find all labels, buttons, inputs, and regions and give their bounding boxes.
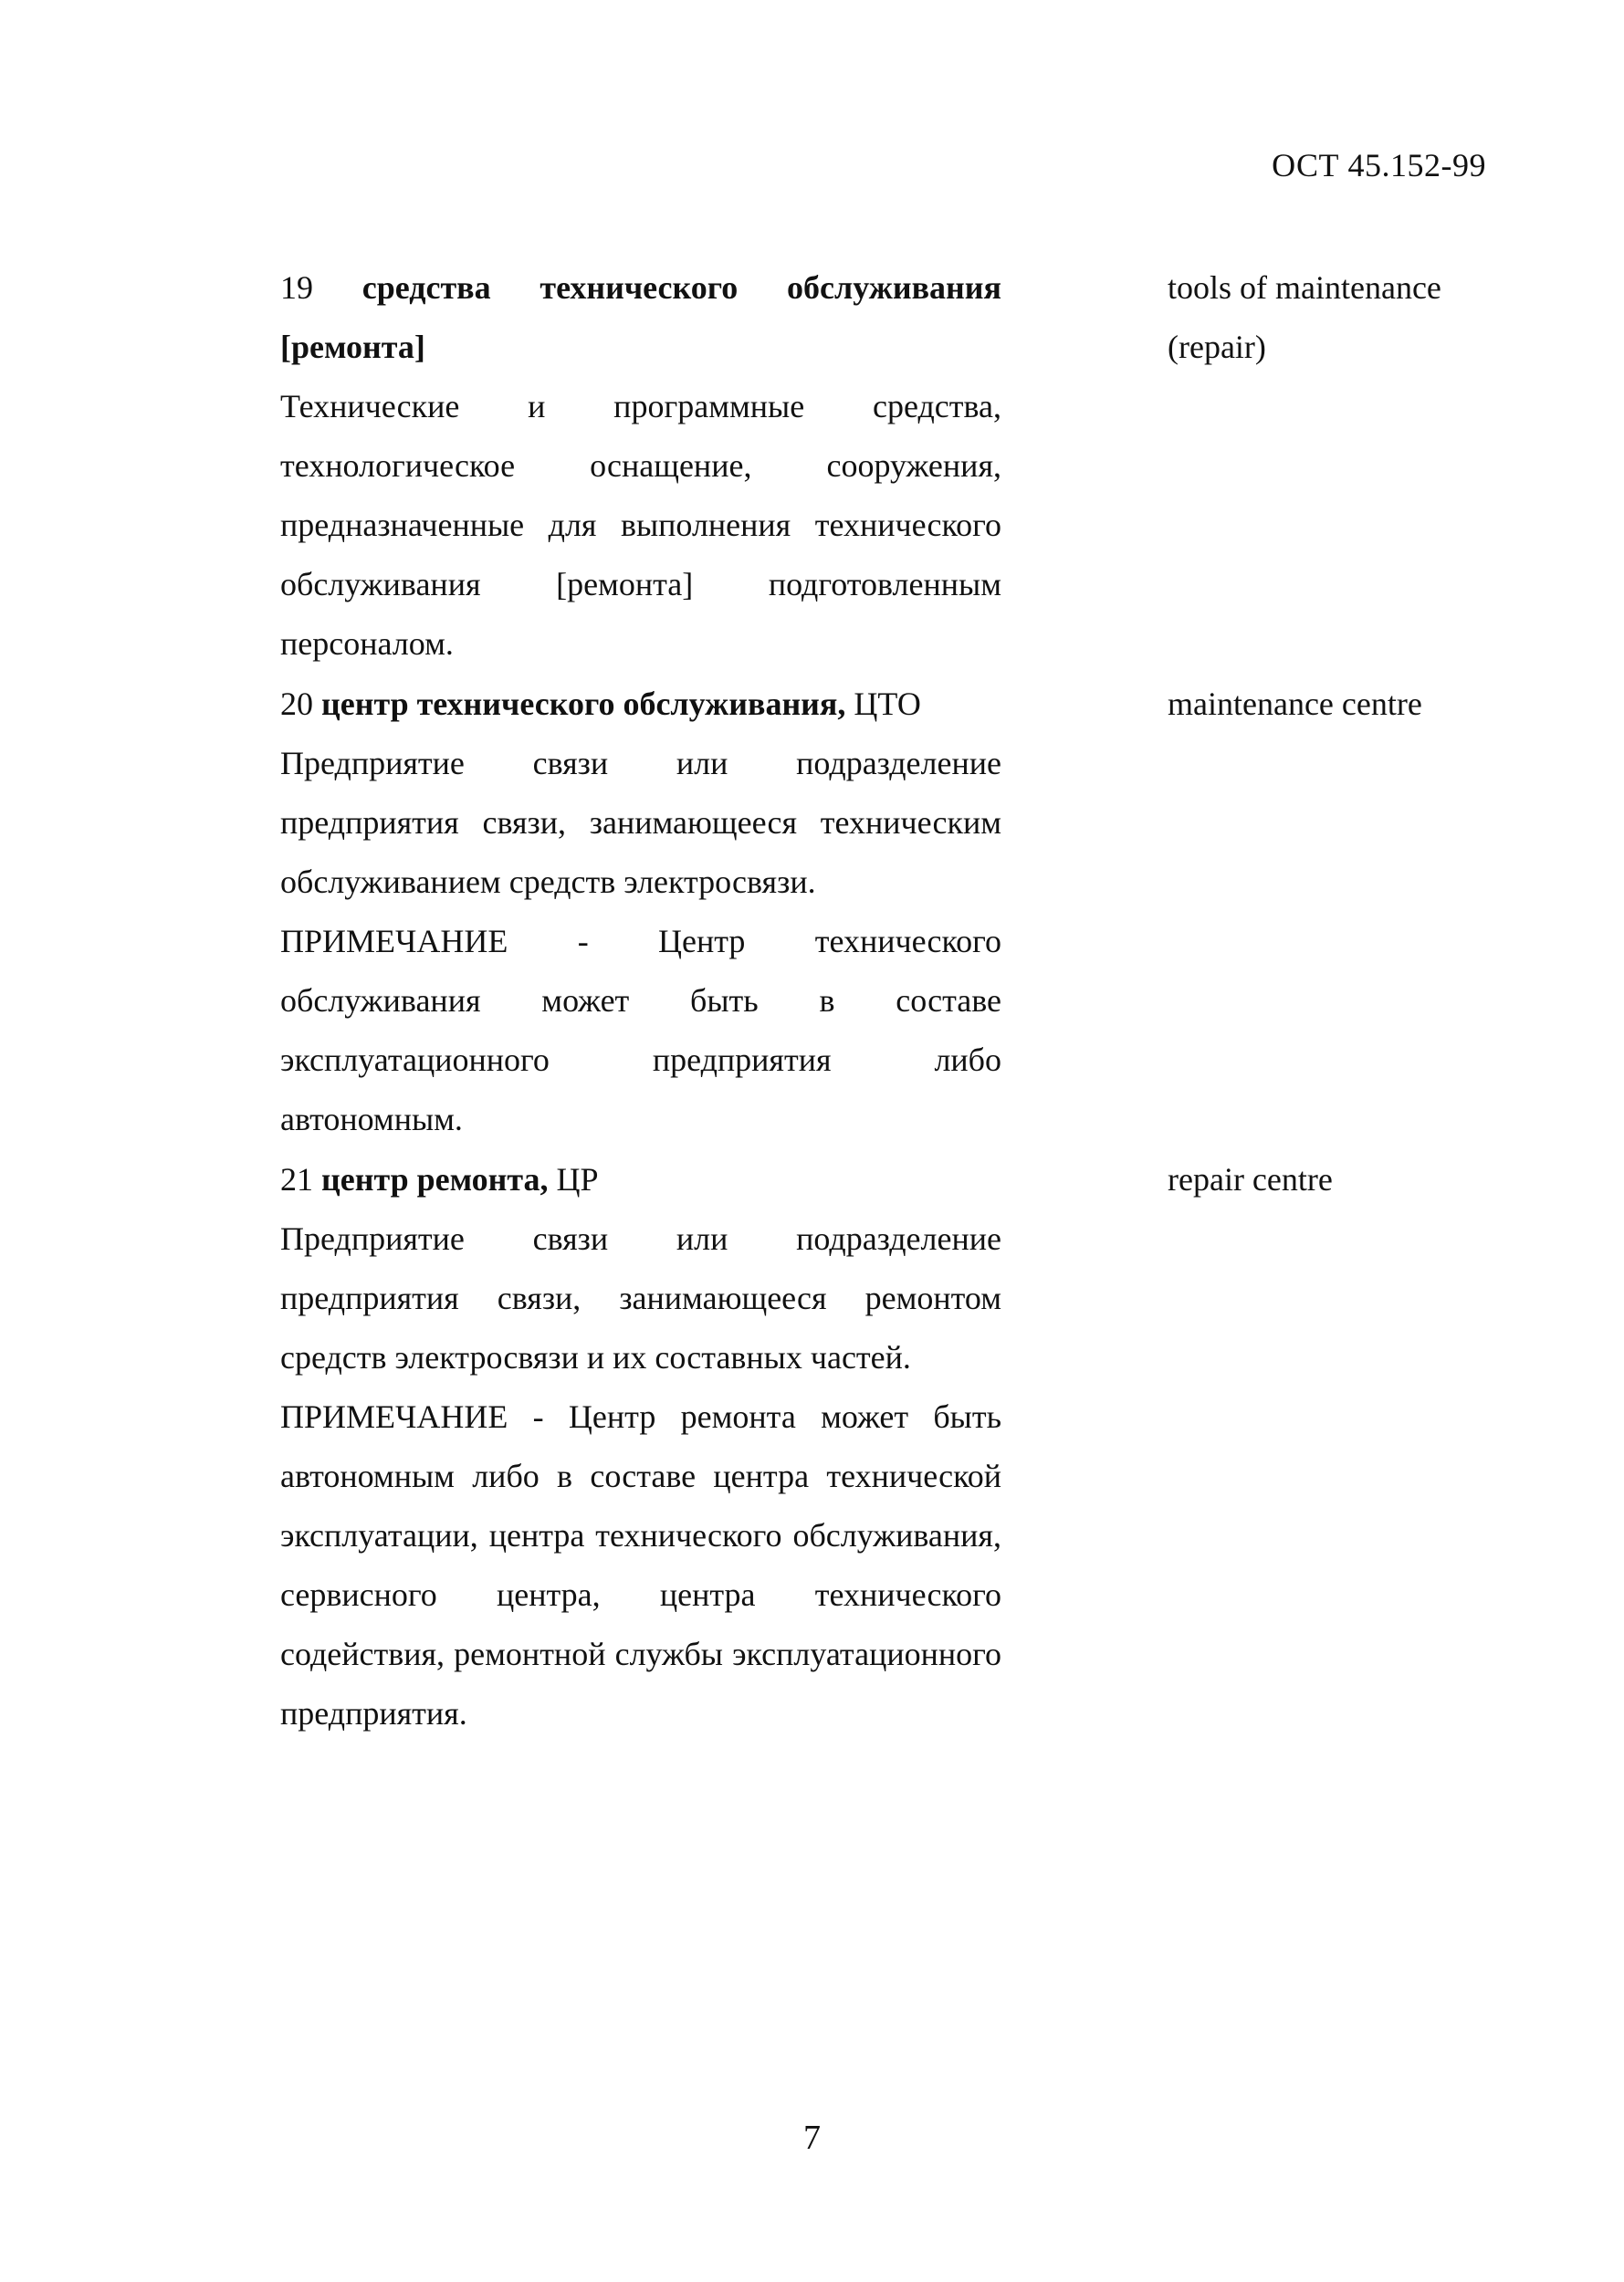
entry-definition: Предприятие связи или подразделение предприятия связи, занимающееся ремонтом средств электросвязи и их составных частей.	[280, 1220, 1001, 1376]
entry-title	[280, 1150, 1001, 1209]
entry-note: ПРИМЕЧАНИЕ - Центр ремонта может быть автономным либо в составе центра технической эксплуатации, центра технического обслуживания, сервисного центра, центра технического содействия, ремонтной службы эксплуатационного предприятия.	[280, 1398, 1001, 1732]
entry-title	[280, 258, 1001, 377]
entry-term: центр ремонта,	[321, 1161, 549, 1198]
entry-definition: Предприятие связи или подразделение предприятия связи, занимающееся техническим обслуживанием средств электросвязи.	[280, 745, 1001, 900]
entry-abbreviation: ЦР	[556, 1161, 599, 1198]
entry-definition: Технические и программные средства, технологическое оснащение, сооружения, предназначенные для выполнения технического обслуживания [ремонта] подготовленным персоналом.	[280, 388, 1001, 662]
entry-english-term: maintenance centre	[1168, 686, 1422, 722]
entry-title	[280, 675, 1001, 734]
entry-russian-column	[280, 675, 1001, 1149]
entry-term: средства технического обслуживания [ремонта]	[280, 269, 1001, 365]
entry-russian-column	[280, 1150, 1001, 1743]
doc-number: ОСТ 45.152-99	[1272, 147, 1486, 183]
entry-number: 21	[280, 1161, 313, 1198]
page-number: 7	[803, 2119, 821, 2157]
entry-english-term: repair centre	[1168, 1161, 1333, 1198]
entry-term: центр технического обслуживания,	[321, 686, 846, 722]
entry-russian-column	[280, 258, 1001, 674]
entry-number: 19	[280, 269, 313, 306]
entry-abbreviation: ЦТО	[854, 686, 921, 722]
entry-english-term: tools of maintenance (repair)	[1168, 269, 1441, 365]
entry-note: ПРИМЕЧАНИЕ - Центр технического обслуживания может быть в составе эксплуатационного предприятия либо автономным.	[280, 923, 1001, 1137]
entry-number: 20	[280, 686, 313, 722]
